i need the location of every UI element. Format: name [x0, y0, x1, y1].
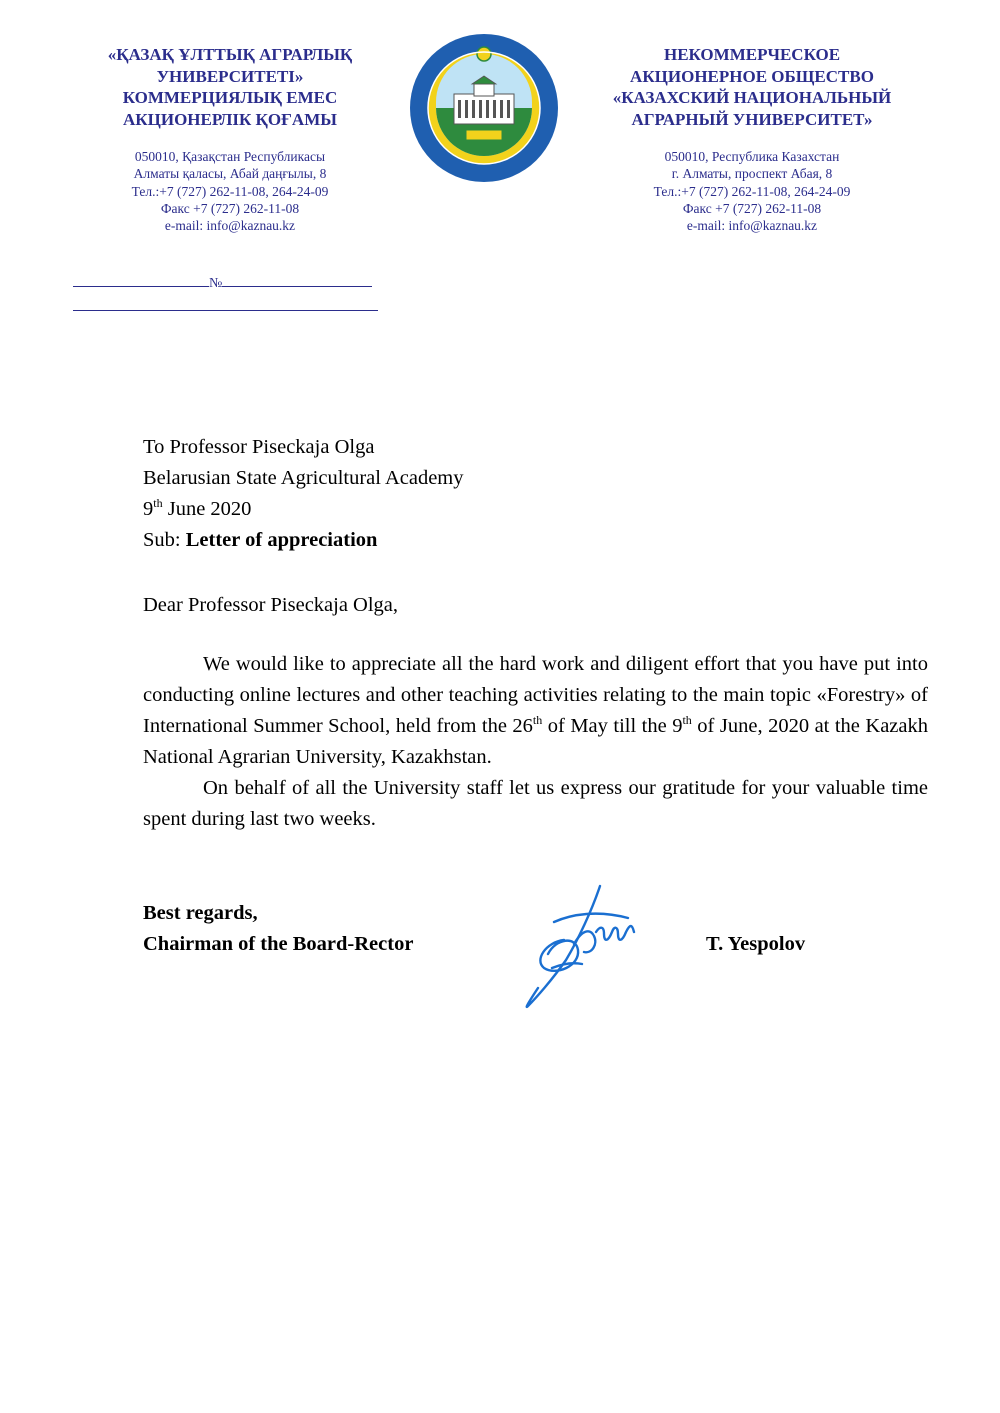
paragraph-2: On behalf of all the University staff let us express our gratitude for your valuable time spent during last two weeks. [143, 777, 928, 830]
fax-line: Факс +7 (727) 262-11-08 [682, 200, 822, 216]
number-blank [222, 272, 372, 287]
date-blank [73, 272, 209, 287]
org-address-kazakh [65, 148, 395, 234]
org-address-russian [587, 148, 917, 234]
letter-body [143, 649, 928, 835]
blank-line [73, 296, 378, 311]
header-left-block [65, 44, 395, 234]
reference-number-line [73, 272, 372, 292]
subject-line [143, 525, 928, 556]
closing-block [143, 898, 413, 960]
reference-second-line [73, 296, 378, 316]
address-line: 050010, Республика Казахстан [664, 149, 840, 164]
letter-date: 9th June 2020 [143, 496, 252, 520]
recipient-name: To Professor Piseckaja Olga [143, 436, 375, 458]
signer-position: Chairman of the Board-Rector [143, 933, 414, 955]
addressee-block [143, 432, 928, 556]
number-sign: № [209, 276, 223, 291]
subject-prefix: Sub: [143, 529, 186, 551]
recipient-institution: Belarusian State Agricultural Academy [143, 467, 464, 489]
address-line: Алматы қаласы, Абай даңғылы, 8 [133, 166, 327, 182]
handwritten-signature [512, 880, 652, 1015]
signer-name: T. Yespolov [706, 933, 806, 955]
email-line: e-mail: info@kaznau.kz [164, 218, 296, 234]
org-name-kazakh: «ҚАЗАҚ ҰЛТТЫҚ АГРАРЛЫҚ УНИВЕРСИТЕТІ» КОММЕРЦИЯЛЫҚ ЕМЕС АКЦИОНЕРЛІК ҚОҒАМЫ [107, 45, 353, 129]
salutation: Dear Professor Piseckaja Olga, [143, 594, 399, 616]
closing-phrase: Best regards, [143, 902, 258, 924]
address-line: г. Алматы, проспект Абая, 8 [671, 166, 833, 182]
phone-line: Тел.:+7 (727) 262-11-08, 264-24-09 [653, 183, 851, 199]
header-right-block [587, 44, 917, 234]
paragraph-1: We would like to appreciate all the hard work and diligent effort that you have put into conducting online lectures and other teaching activities relating to the main topic «Forestry» of International Summer School, held from the 26th of May till the 9th of June, 2020 at the Kazakh National Agrarian University, Kazakhstan. [143, 653, 928, 768]
fax-line: Факс +7 (727) 262-11-08 [160, 200, 300, 216]
email-line: e-mail: info@kaznau.kz [686, 218, 818, 234]
subject-text: Letter of appreciation [185, 529, 378, 551]
university-emblem-logo [408, 32, 560, 184]
org-name-russian: НЕКОММЕРЧЕСКОЕ АКЦИОНЕРНОЕ ОБЩЕСТВО «КАЗАХСКИЙ НАЦИОНАЛЬНЫЙ АГРАРНЫЙ УНИВЕРСИТЕТ» [612, 45, 892, 129]
address-line: 050010, Қазақстан Республикасы [134, 149, 326, 164]
phone-line: Тел.:+7 (727) 262-11-08, 264-24-09 [131, 183, 329, 199]
